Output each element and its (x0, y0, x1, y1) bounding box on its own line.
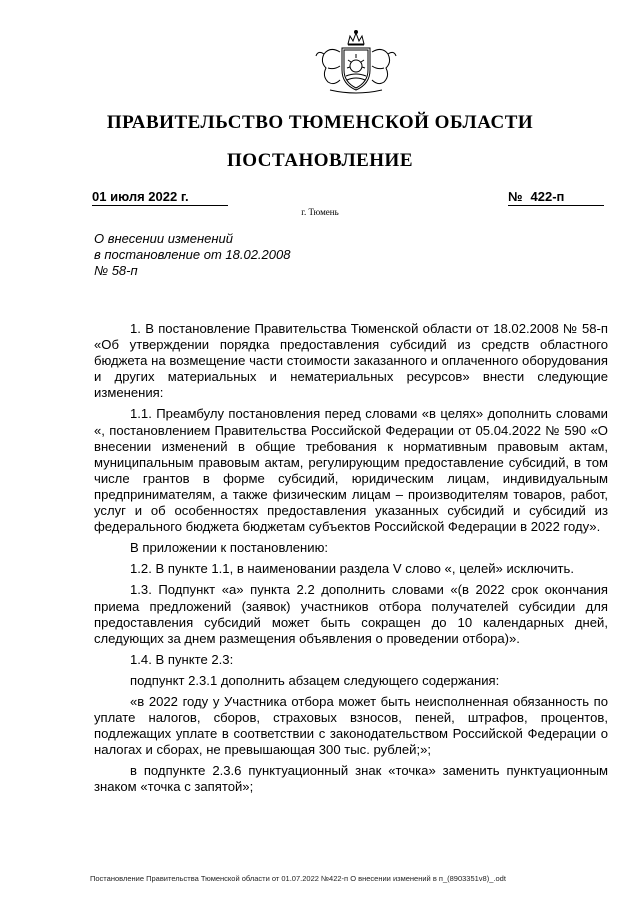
body-paragraph: В приложении к постановлению: (130, 540, 329, 556)
subject-line: О внесении изменений (94, 231, 233, 246)
body-paragraph: подпункт 2.3.1 дополнить абзацем следующего содержания: (130, 672, 500, 688)
body-paragraph: «в 2022 году у Участника отбора может быть неисполненная обязанность по уплате налогов, сборов, страховых взносов, пеней, штрафов, процентов, подлежащих уплате в соответствии с законодательством Российской Федерации о налогах и сборах, не превышающая 300 тыс. рублей;»; (94, 693, 608, 758)
body-paragraph: 1.3. Подпункт «а» пункта 2.2 дополнить словами «(в 2022 срок окончания приема предложений (заявок) участников отбора получателей субсидии для предоставления субсидий может быть сокращен до 10 календарных дней, следующих за днем размещения объявления о проведении отбора)». (94, 582, 608, 646)
body-paragraph: 1. В постановление Правительства Тюменской области от 18.02.2008 № 58-п «Об утверждении порядка предоставления субсидий из средств областного бюджета на возмещение части стоимости заказанного и оплаченного оборудования и других материальных и нематериальных ресурсов» внести следующие изменения: (94, 321, 608, 401)
document-body (94, 321, 608, 801)
body-paragraph: 1.2. В пункте 1.1, в наименовании раздела V слово «, целей» исключить. (130, 561, 574, 577)
body-paragraph: 1.4. В пункте 2.3: (130, 651, 234, 667)
subject-line: № 58-п (94, 263, 138, 278)
document-date: 01 июля 2022 г. (92, 189, 228, 206)
number-sign: № (508, 189, 523, 204)
body-paragraph: 1.1. Преамбулу постановления перед словами «в целях» дополнить словами «, постановлением Правительства Российской Федерации от 05.04.2022 № 590 «О внесении изменений в общие требования к нормативным правовым актам, муниципальным правовым актам, регулирующим предоставление субсидий, в том числе грантов в форме субсидий, юридическим лицам, индивидуальным предпринимателям, а также физическим лицам – производителям товаров, работ, услуг и об особенностях предоставления указанных субсидий и субсидий из федерального бюджета бюджетам субъектов Российской Федерации в 2022 году». (94, 406, 608, 535)
document-subject (94, 231, 290, 279)
document-number: 422-п (530, 189, 565, 204)
document-footer: Постановление Правительства Тюменской области от 01.07.2022 №422-п О внесении изменений в п_(8903351v8)_.odt (90, 874, 506, 883)
subject-line: в постановление от 18.02.2008 (94, 247, 291, 262)
body-paragraph: в подпункте 2.3.6 пунктуационный знак «точка» заменить пунктуационным знаком «точка с запятой»; (94, 763, 608, 795)
document-type: ПОСТАНОВЛЕНИЕ (226, 150, 414, 171)
document-number-field (508, 189, 604, 206)
coat-of-arms-icon (310, 28, 402, 96)
government-name: ПРАВИТЕЛЬСТВО ТЮМЕНСКОЙ ОБЛАСТИ (106, 112, 534, 133)
document-city: г. Тюмень (301, 207, 339, 217)
